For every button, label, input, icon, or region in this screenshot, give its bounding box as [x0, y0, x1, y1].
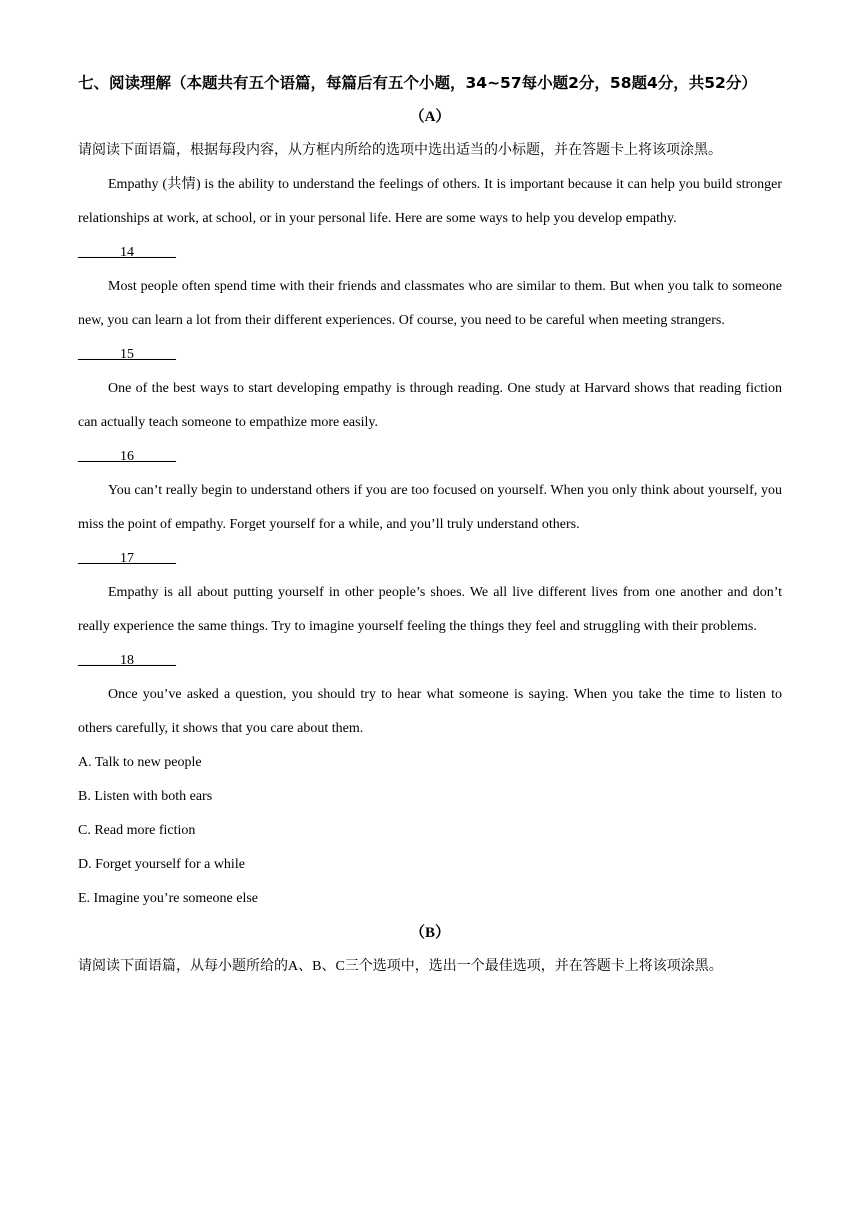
passage-a-instruction: 请阅读下面语篇，根据每段内容，从方框内所给的选项中选出适当的小标题，并在答题卡上将该项涂黑。	[78, 143, 722, 158]
blank-14: ______14______	[78, 245, 176, 260]
paragraph-16: You can’t really begin to understand others if you are too focused on yourself. When you only think about yourself, you miss the point of empathy. Forget yourself for a while, and you’ll truly understand others.	[78, 483, 782, 532]
passage-b-instruction: 请阅读下面语篇，从每小题所给的A、B、C三个选项中，选出一个最佳选项，并在答题卡上将该项涂黑。	[78, 959, 723, 974]
option-b: B. Listen with both ears	[78, 789, 213, 804]
blank-16: ______16______	[78, 449, 176, 464]
paragraph-18: Once you’ve asked a question, you should try to hear what someone is saying. When you take the time to listen to others carefully, it shows that you care about them.	[78, 687, 782, 736]
intro-paragraph: Empathy (共情) is the ability to understand the feelings of others. It is important because it can help you build stronger relationships at work, at school, or in your personal life. Here are some ways to help you develop empathy.	[78, 177, 782, 226]
paragraph-17: Empathy is all about putting yourself in other people’s shoes. We all live different lives from one another and don’t really experience the same things. Try to imagine yourself feeling the things they feel and struggling with their problems.	[78, 585, 782, 634]
option-d: D. Forget yourself for a while	[78, 857, 245, 872]
option-a: A. Talk to new people	[78, 755, 202, 770]
passage-b-label: （B）	[409, 925, 450, 941]
exam-page	[78, 66, 782, 984]
section-heading: 七、阅读理解（本题共有五个语篇，每篇后有五个小题，34~57每小题2分，58题4分，共52分）	[78, 74, 757, 92]
blank-15: ______15______	[78, 347, 176, 362]
blank-18: ______18______	[78, 653, 176, 668]
paragraph-15: One of the best ways to start developing empathy is through reading. One study at Harvard shows that reading fiction can actually teach someone to empathize more easily.	[78, 381, 782, 430]
passage-a-label: （A）	[409, 109, 451, 125]
option-c: C. Read more fiction	[78, 823, 196, 838]
paragraph-14: Most people often spend time with their friends and classmates who are similar to them. But when you talk to someone new, you can learn a lot from their different experiences. Of course, you need to be careful when meeting strangers.	[78, 279, 782, 328]
option-e: E. Imagine you’re someone else	[78, 891, 258, 906]
blank-17: ______17______	[78, 551, 176, 566]
